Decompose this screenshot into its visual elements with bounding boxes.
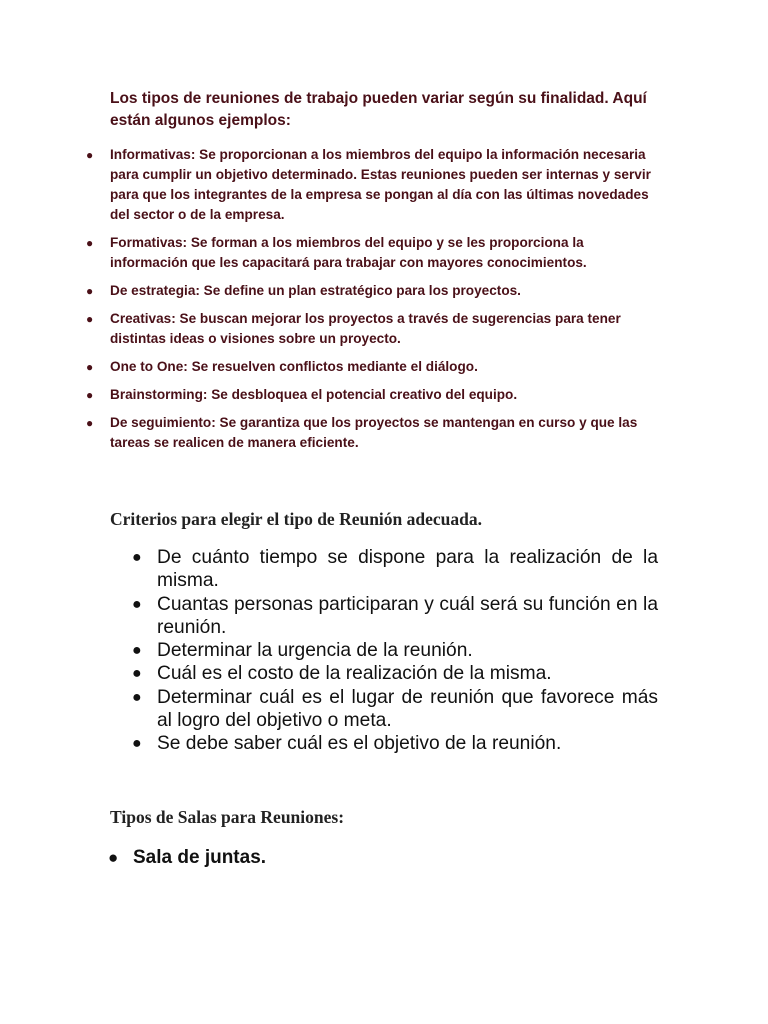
bullet-icon: ● xyxy=(86,416,94,430)
bullet-icon: ● xyxy=(86,284,94,298)
list-item-text: Informativas: Se proporcionan a los miembros del equipo la información necesaria para cumplir un objetivo determinado. Estas reuniones pueden ser internas y servir para que los integrantes de la empresa se pongan al día con las últimas novedades del sector o de la empresa. xyxy=(110,147,651,222)
list-item-text: Cuál es el costo de la realización de la misma. xyxy=(157,663,552,685)
bullet-icon: ● xyxy=(108,848,119,867)
bullet-icon: ● xyxy=(132,549,142,566)
list-item-text: De cuánto tiempo se dispone para la realización de la misma. xyxy=(157,547,658,592)
criteria-heading: Criterios para elegir el tipo de Reunión adecuada. xyxy=(110,509,483,529)
list-item xyxy=(108,846,266,870)
list-item xyxy=(130,686,658,733)
list-item xyxy=(80,385,660,405)
list-item xyxy=(80,309,660,349)
list-item xyxy=(80,413,660,453)
bullet-icon: ● xyxy=(132,595,142,613)
bullet-icon: ● xyxy=(132,665,142,683)
bullet-icon: ● xyxy=(86,148,94,162)
bullet-icon: ● xyxy=(132,688,142,706)
rooms-list xyxy=(108,846,266,870)
list-item xyxy=(130,546,658,593)
list-item-text: Brainstorming: Se desbloquea el potencial creativo del equipo. xyxy=(110,387,518,402)
list-item-text: Cuantas personas participaran y cuál será su función en la reunión. xyxy=(157,593,658,638)
rooms-heading: Tipos de Salas para Reuniones: xyxy=(110,807,345,827)
list-item-text: One to One: Se resuelven conflictos mediante el diálogo. xyxy=(110,359,478,374)
list-item xyxy=(80,145,660,225)
list-item xyxy=(80,357,660,377)
bullet-icon: ● xyxy=(86,312,94,326)
intro-paragraph: Los tipos de reuniones de trabajo pueden variar según su finalidad. Aquí están algunos ejemplos: xyxy=(110,90,647,129)
bullet-icon: ● xyxy=(132,642,142,660)
list-item xyxy=(80,281,660,301)
list-item xyxy=(130,593,658,640)
list-item-text: Determinar cuál es el lugar de reunión que favorece más al logro del objetivo o meta. xyxy=(157,686,658,732)
bullet-icon: ● xyxy=(86,360,94,374)
list-item-text: Creativas: Se buscan mejorar los proyectos a través de sugerencias para tener distintas ideas o visiones sobre un proyecto. xyxy=(110,311,621,346)
list-item-text: Sala de juntas. xyxy=(133,847,267,868)
list-item-text: De seguimiento: Se garantiza que los proyectos se mantengan en curso y que las tareas se realicen de manera eficiente. xyxy=(110,415,638,450)
meeting-types-list xyxy=(80,145,660,461)
bullet-icon: ● xyxy=(132,735,142,753)
bullet-icon: ● xyxy=(86,388,94,402)
list-item xyxy=(80,233,660,273)
bullet-icon: ● xyxy=(86,236,94,250)
list-item-text: De estrategia: Se define un plan estratégico para los proyectos. xyxy=(110,283,521,298)
list-item xyxy=(130,639,658,662)
list-item-text: Se debe saber cuál es el objetivo de la reunión. xyxy=(157,733,562,755)
criteria-list xyxy=(130,546,658,756)
list-item-text: Formativas: Se forman a los miembros del equipo y se les proporciona la información que les capacitará para trabajar con mayores conocimientos. xyxy=(110,235,587,270)
list-item xyxy=(130,732,658,755)
list-item-text: Determinar la urgencia de la reunión. xyxy=(157,640,473,662)
list-item xyxy=(130,662,658,685)
